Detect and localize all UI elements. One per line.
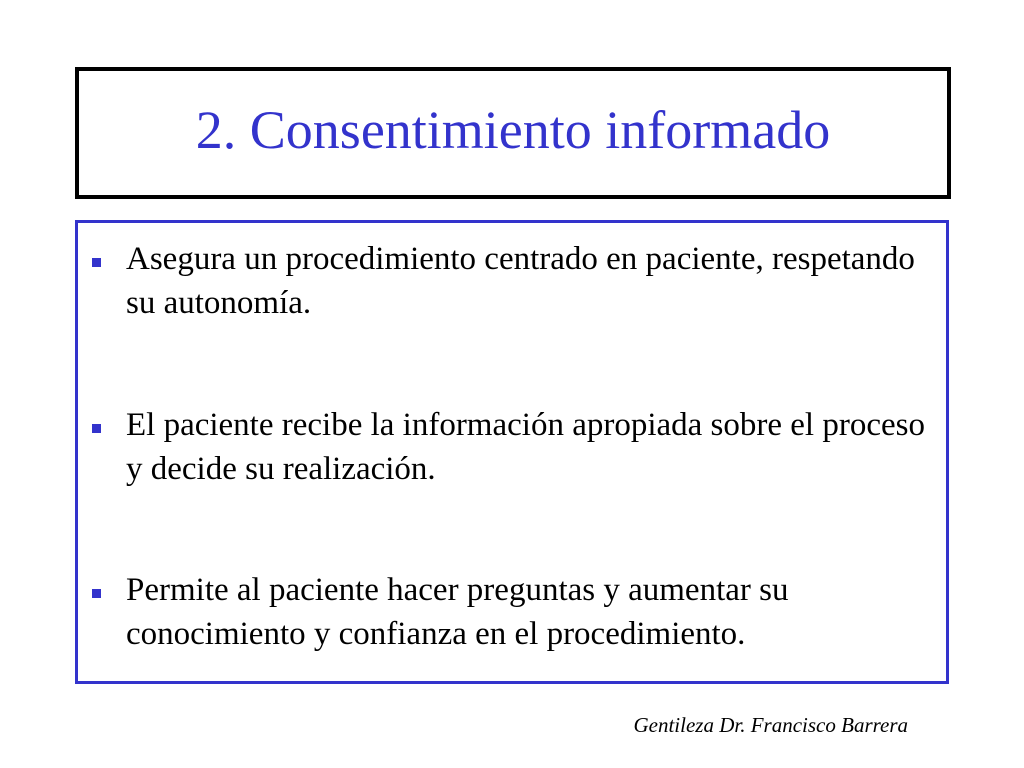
footer-credit: Gentileza Dr. Francisco Barrera — [633, 713, 908, 737]
bullet-text: Asegura un procedimiento centrado en paciente, respetando su autonomía. — [126, 241, 915, 321]
slide-title: 2. Consentimiento informado — [195, 100, 831, 160]
square-bullet-icon — [92, 258, 101, 267]
square-bullet-icon — [92, 589, 101, 598]
bullet-text: Permite al paciente hacer preguntas y aumentar su conocimiento y confianza en el procedimiento. — [126, 572, 789, 652]
square-bullet-icon — [92, 424, 101, 433]
bullet-text: El paciente recibe la información apropiada sobre el proceso y decide su realización. — [126, 407, 925, 487]
content-box — [75, 220, 949, 684]
title-box — [75, 67, 951, 199]
